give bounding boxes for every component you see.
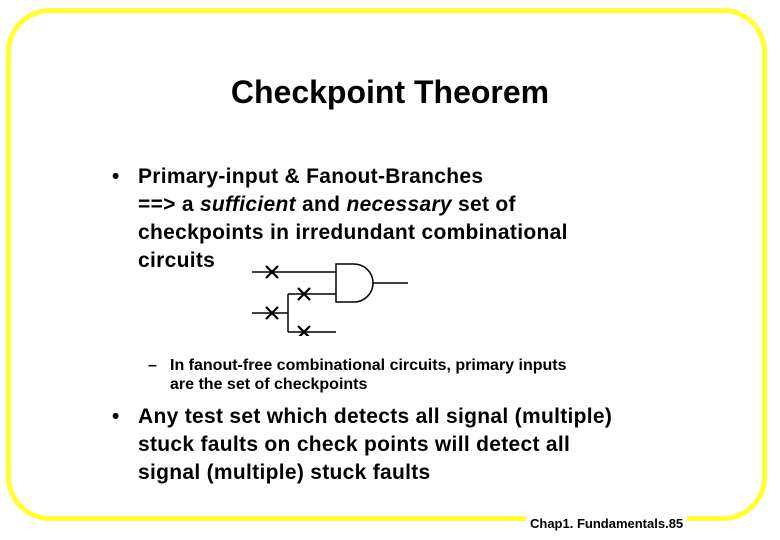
- bullet-dot: •: [112, 405, 120, 428]
- bullet-line: [138, 431, 698, 459]
- text-run: set of: [451, 193, 516, 216]
- bullet-test-set: [112, 403, 698, 487]
- sub-bullet-line-2: are the set of checkpoints: [170, 376, 368, 393]
- text-run: circuits: [138, 249, 216, 272]
- bullet-dot: •: [112, 165, 120, 188]
- text-run: Primary-input & Fanout-Branches: [138, 165, 484, 188]
- text-run: checkpoints in irredundant combinational: [138, 221, 568, 244]
- slide-title: Checkpoint Theorem: [230, 74, 550, 110]
- bullet-line: [138, 219, 658, 247]
- text-run: signal (multiple) stuck faults: [138, 461, 431, 484]
- text-run: ==> a: [138, 193, 200, 216]
- sub-bullet-fanout-free: [148, 356, 640, 394]
- sub-bullet-dash: –: [148, 357, 157, 374]
- text-run: Any test set which detects all signal (multiple): [138, 405, 613, 428]
- bullet-line: [138, 403, 698, 431]
- text-run: and: [295, 193, 347, 216]
- checkpoint-x-branch-lower: [298, 326, 310, 336]
- bullet-line: [138, 163, 658, 191]
- slide-footer: Chap1. Fundamentals.85: [526, 515, 687, 532]
- text-run: stuck faults on check points will detect all: [138, 433, 571, 456]
- circuit-diagram: [240, 256, 420, 336]
- bullet-text: [138, 403, 698, 487]
- sub-bullet-line-1: In fanout-free combinational circuits, primary inputs: [170, 357, 567, 374]
- and-gate: [336, 264, 373, 302]
- bullet-line: [138, 459, 698, 487]
- bullet-line: [138, 191, 658, 219]
- italic-phrase: necessary: [346, 193, 452, 216]
- italic-phrase: sufficient: [199, 193, 296, 216]
